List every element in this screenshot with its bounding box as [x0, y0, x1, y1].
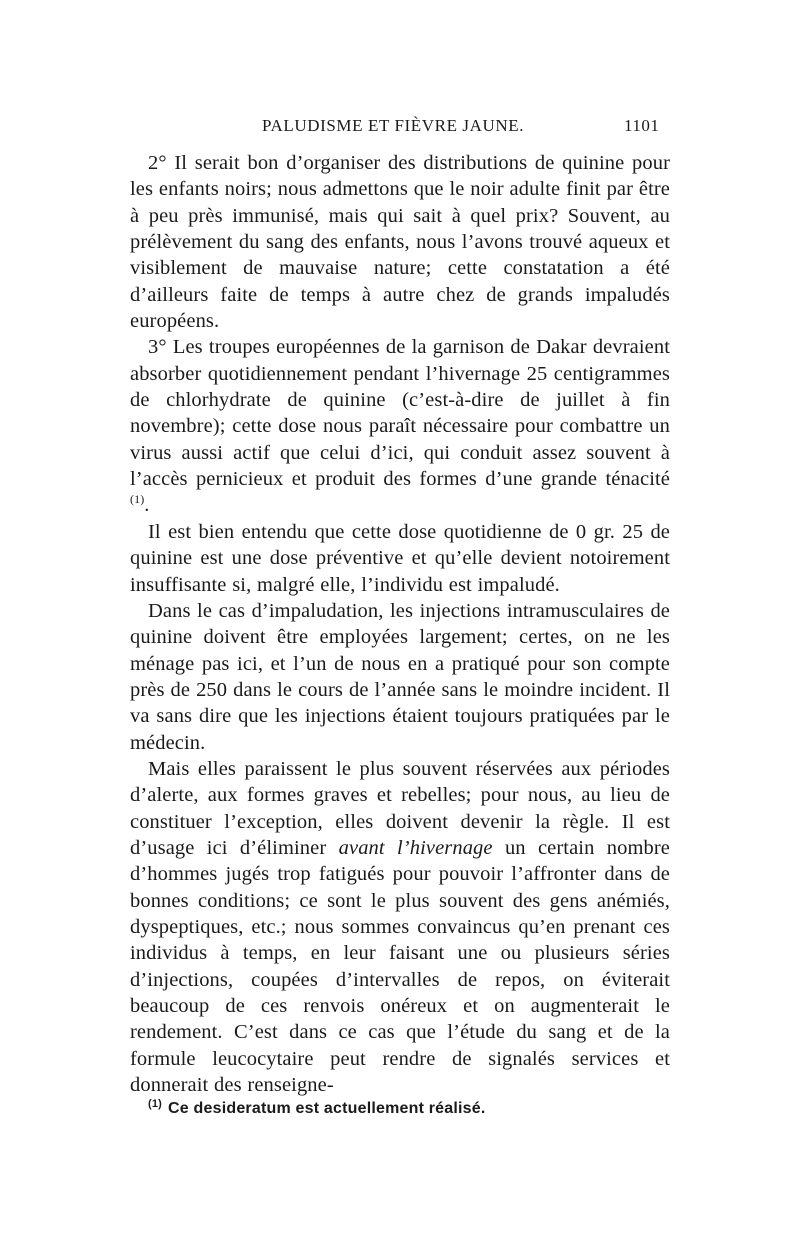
main-text-block [130, 150, 670, 1098]
paragraph-alert-periods [130, 756, 670, 1098]
page-number: 1101 [624, 116, 660, 135]
paragraph-alert-periods-rest: un certain nombre d’hommes jugés trop fatigués pour pouvoir l’affronter dans de bonnes conditions; ce sont le plus souvent des gens anémiés, dyspeptiques, etc.; nous sommes convaincus qu’en prenant ces individus à temps, en leur faisant une ou plusieurs séries d’injections, coupées d’intervalles de repos, on éviterait beaucoup de ces renvois onéreux et on augmenterait le rendement. C’est dans ce cas que l’étude du sang et de la formule leucocytaire peut rendre de signalés services et donnerait des renseigne- [130, 836, 670, 1097]
footnote-mark: (1) [148, 1097, 163, 1110]
paragraph-alert-periods-start: Mais elles paraissent le plus souvent réservées aux périodes d’alerte, aux formes graves et rebelles; pour nous, au lieu de constituer l’exception, elles doivent devenir la règle. Il est d’usage ici d’éliminer [130, 757, 670, 859]
footnote-text: Ce desideratum est actuellement réalisé. [168, 1100, 486, 1117]
italic-phrase: avant l’hivernage [338, 836, 493, 859]
footnote-reference[interactable]: (1) [130, 492, 145, 507]
paragraph-injections: Dans le cas d’impaludation, les injections intramusculaires de quinine doivent être employées largement; certes, on ne les ménage pas ici, et l’un de nous en a pratiqué pour son compte près de 250 dans le cours de l’année sans le moindre incident. Il va sans dire que les injections étaient toujours pratiquées par le médecin. [130, 599, 670, 754]
paragraph-troops-dakar-end: . [144, 494, 150, 517]
paragraph-preventive-dose: Il est bien entendu que cette dose quotidienne de 0 gr. 25 de quinine est une dose préventive et qu’elle devient notoirement insuffisante si, malgré elle, l’individu est impaludé. [130, 520, 670, 596]
footnote [148, 1097, 486, 1118]
paragraph-troops-dakar [130, 334, 670, 518]
paragraph-troops-dakar-text: 3° Les troupes européennes de la garnison de Dakar devraient absorber quotidiennement pendant l’hivernage 25 centigrammes de chlorhydrate de quinine (c’est-à-dire de juillet à fin novembre); cette dose nous paraît nécessaire pour combattre un virus aussi actif que celui d’ici, qui conduit assez souvent à l’accès pernicieux et produit des formes d’une grande ténacité [130, 336, 670, 491]
running-head-title: PALUDISME ET FIÈVRE JAUNE. [262, 116, 525, 135]
paragraph-quinine-children: 2° Il serait bon d’organiser des distributions de quinine pour les enfants noirs; nous admettons que le noir adulte finit par être à peu près immunisé, mais qui sait à quel prix? Souvent, au prélèvement du sang des enfants, nous l’avons trouvé aqueux et visiblement de mauvaise nature; cette constatation a été d’ailleurs faite de temps à autre chez de grands impaludés européens. [130, 152, 670, 333]
